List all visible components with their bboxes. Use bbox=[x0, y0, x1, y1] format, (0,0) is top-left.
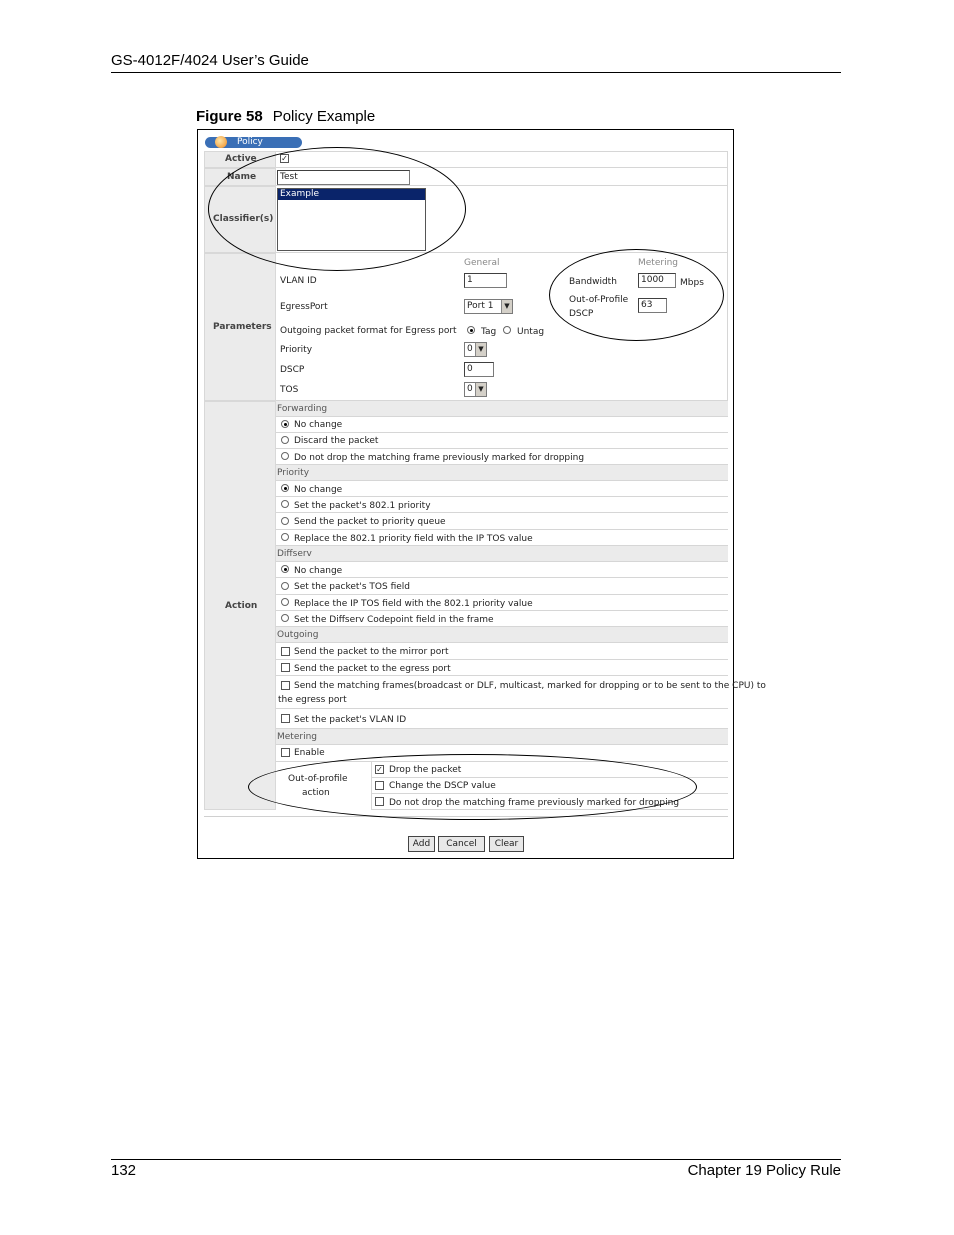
pri-no-change-label: No change bbox=[294, 485, 343, 495]
vlan-label: VLAN ID bbox=[280, 276, 317, 286]
out-vlan-label: Set the packet's VLAN ID bbox=[294, 715, 407, 725]
oop-dscp-input[interactable]: 63 bbox=[638, 298, 667, 313]
oopa-drop-checkbox[interactable]: ✓ bbox=[376, 765, 383, 774]
ds-row-1 bbox=[276, 562, 728, 578]
chevron-down-icon[interactable]: ▼ bbox=[501, 300, 512, 313]
fwd-no-change-label: No change bbox=[294, 420, 343, 430]
priority-heading: Priority bbox=[276, 465, 728, 481]
out-matching-label-2: the egress port bbox=[278, 695, 347, 705]
action-label: Action bbox=[225, 601, 258, 611]
oop-action-label-2: action bbox=[302, 788, 330, 798]
outgoing-format-label: Outgoing packet format for Egress port bbox=[280, 326, 457, 336]
untag-radio[interactable] bbox=[503, 326, 511, 334]
egress-port-label: EgressPort bbox=[280, 302, 328, 312]
fwd-row-1 bbox=[276, 417, 728, 433]
oop-dscp-label-1: Out-of-Profile bbox=[569, 295, 629, 305]
fwd-discard-radio[interactable] bbox=[281, 436, 289, 444]
ds-replace-radio[interactable] bbox=[281, 598, 289, 606]
chevron-down-icon[interactable]: ▼ bbox=[475, 383, 486, 396]
pri-set-label: Set the packet's 802.1 priority bbox=[294, 501, 431, 511]
out-egress-label: Send the packet to the egress port bbox=[294, 664, 451, 674]
panel-title: Policy bbox=[237, 137, 263, 147]
orange-orb-icon bbox=[215, 136, 227, 148]
ds-replace-label: Replace the IP TOS field with the 802.1 priority value bbox=[294, 599, 533, 609]
footer-rule bbox=[111, 1159, 841, 1160]
egress-port-select[interactable] bbox=[464, 299, 513, 314]
meter-enable-checkbox[interactable] bbox=[281, 748, 290, 757]
out-mirror-checkbox[interactable] bbox=[281, 647, 290, 656]
outgoing-heading: Outgoing bbox=[276, 627, 728, 643]
pri-replace-label: Replace the 802.1 priority field with the IP TOS value bbox=[294, 534, 533, 544]
priority-select[interactable] bbox=[464, 342, 487, 357]
fwd-no-drop-label: Do not drop the matching frame previously marked for dropping bbox=[294, 453, 585, 463]
meter-enable-label: Enable bbox=[294, 748, 325, 758]
forwarding-heading: Forwarding bbox=[276, 401, 728, 417]
bandwidth-unit: Mbps bbox=[680, 278, 704, 288]
ds-codepoint-label: Set the Diffserv Codepoint field in the frame bbox=[294, 615, 494, 625]
pri-queue-label: Send the packet to priority queue bbox=[294, 517, 446, 527]
clear-button[interactable]: Clear bbox=[489, 836, 524, 852]
cancel-button[interactable]: Cancel bbox=[438, 836, 485, 852]
out-matching-label-1: Send the matching frames(broadcast or DLF, multicast, marked for dropping or to be sent to the CPU) to bbox=[294, 681, 766, 691]
page-number: 132 bbox=[111, 1162, 137, 1179]
out-matching-checkbox[interactable] bbox=[281, 681, 290, 690]
metering-heading: Metering bbox=[638, 258, 678, 268]
fwd-no-drop-radio[interactable] bbox=[281, 452, 289, 460]
active-checkbox[interactable]: ✓ bbox=[281, 154, 288, 163]
fwd-no-change-radio[interactable] bbox=[281, 420, 289, 428]
out-vlan-checkbox[interactable] bbox=[281, 714, 290, 723]
oopa-drop-label: Drop the packet bbox=[389, 765, 462, 775]
ds-set-tos-radio[interactable] bbox=[281, 582, 289, 590]
oop-action-label-1: Out-of-profile bbox=[288, 774, 348, 784]
tos-label: TOS bbox=[280, 385, 299, 395]
figure-label: Figure 58 bbox=[196, 108, 263, 125]
page-header: GS-4012F/4024 User’s Guide bbox=[111, 52, 309, 69]
ds-no-change-label: No change bbox=[294, 566, 343, 576]
pri-set-radio[interactable] bbox=[281, 500, 289, 508]
header-rule bbox=[111, 72, 841, 73]
vlan-input[interactable]: 1 bbox=[464, 273, 507, 288]
pri-row-1 bbox=[276, 481, 728, 497]
figure-title: Policy Example bbox=[272, 108, 376, 125]
untag-label: Untag bbox=[517, 327, 545, 337]
ds-codepoint-radio[interactable] bbox=[281, 614, 289, 622]
tos-value: 0 bbox=[467, 384, 473, 394]
tag-label: Tag bbox=[481, 327, 497, 337]
out-egress-checkbox[interactable] bbox=[281, 663, 290, 672]
figure-caption bbox=[196, 108, 375, 125]
ds-set-tos-label: Set the packet's TOS field bbox=[294, 582, 411, 592]
name-label: Name bbox=[227, 172, 257, 182]
add-button[interactable]: Add bbox=[408, 836, 435, 852]
parameters-label: Parameters bbox=[213, 322, 272, 332]
bandwidth-label: Bandwidth bbox=[569, 277, 617, 287]
highlight-ellipse-oop-action bbox=[248, 754, 697, 820]
active-label: Active bbox=[225, 154, 257, 164]
bandwidth-input[interactable]: 1000 bbox=[638, 273, 676, 288]
name-input[interactable]: Test bbox=[277, 170, 410, 185]
priority-value: 0 bbox=[467, 344, 473, 354]
dscp-input[interactable]: 0 bbox=[464, 362, 494, 377]
oopa-no-drop-label: Do not drop the matching frame previously marked for dropping bbox=[389, 798, 680, 808]
oop-dscp-label-2: DSCP bbox=[569, 309, 594, 319]
oopa-change-dscp-label: Change the DSCP value bbox=[389, 781, 496, 791]
pri-replace-radio[interactable] bbox=[281, 533, 289, 541]
general-heading: General bbox=[464, 258, 500, 268]
chapter-title: Chapter 19 Policy Rule bbox=[687, 1162, 841, 1179]
pri-queue-radio[interactable] bbox=[281, 517, 289, 525]
dscp-label: DSCP bbox=[280, 365, 305, 375]
tos-select[interactable] bbox=[464, 382, 487, 397]
diffserv-heading: Diffserv bbox=[276, 546, 728, 562]
fwd-discard-label: Discard the packet bbox=[294, 436, 379, 446]
egress-port-value: Port 1 bbox=[467, 301, 494, 311]
out-mirror-label: Send the packet to the mirror port bbox=[294, 647, 449, 657]
metering-section-heading: Metering bbox=[276, 729, 728, 745]
tag-radio[interactable] bbox=[467, 326, 475, 334]
highlight-ellipse-classifier bbox=[208, 147, 466, 271]
priority-label: Priority bbox=[280, 345, 313, 355]
classifier-option-selected[interactable]: Example bbox=[278, 189, 425, 200]
highlight-ellipse-metering bbox=[549, 249, 724, 341]
pri-no-change-radio[interactable] bbox=[281, 484, 289, 492]
classifiers-label: Classifier(s) bbox=[213, 214, 274, 224]
ds-no-change-radio[interactable] bbox=[281, 565, 289, 573]
chevron-down-icon[interactable]: ▼ bbox=[475, 343, 486, 356]
